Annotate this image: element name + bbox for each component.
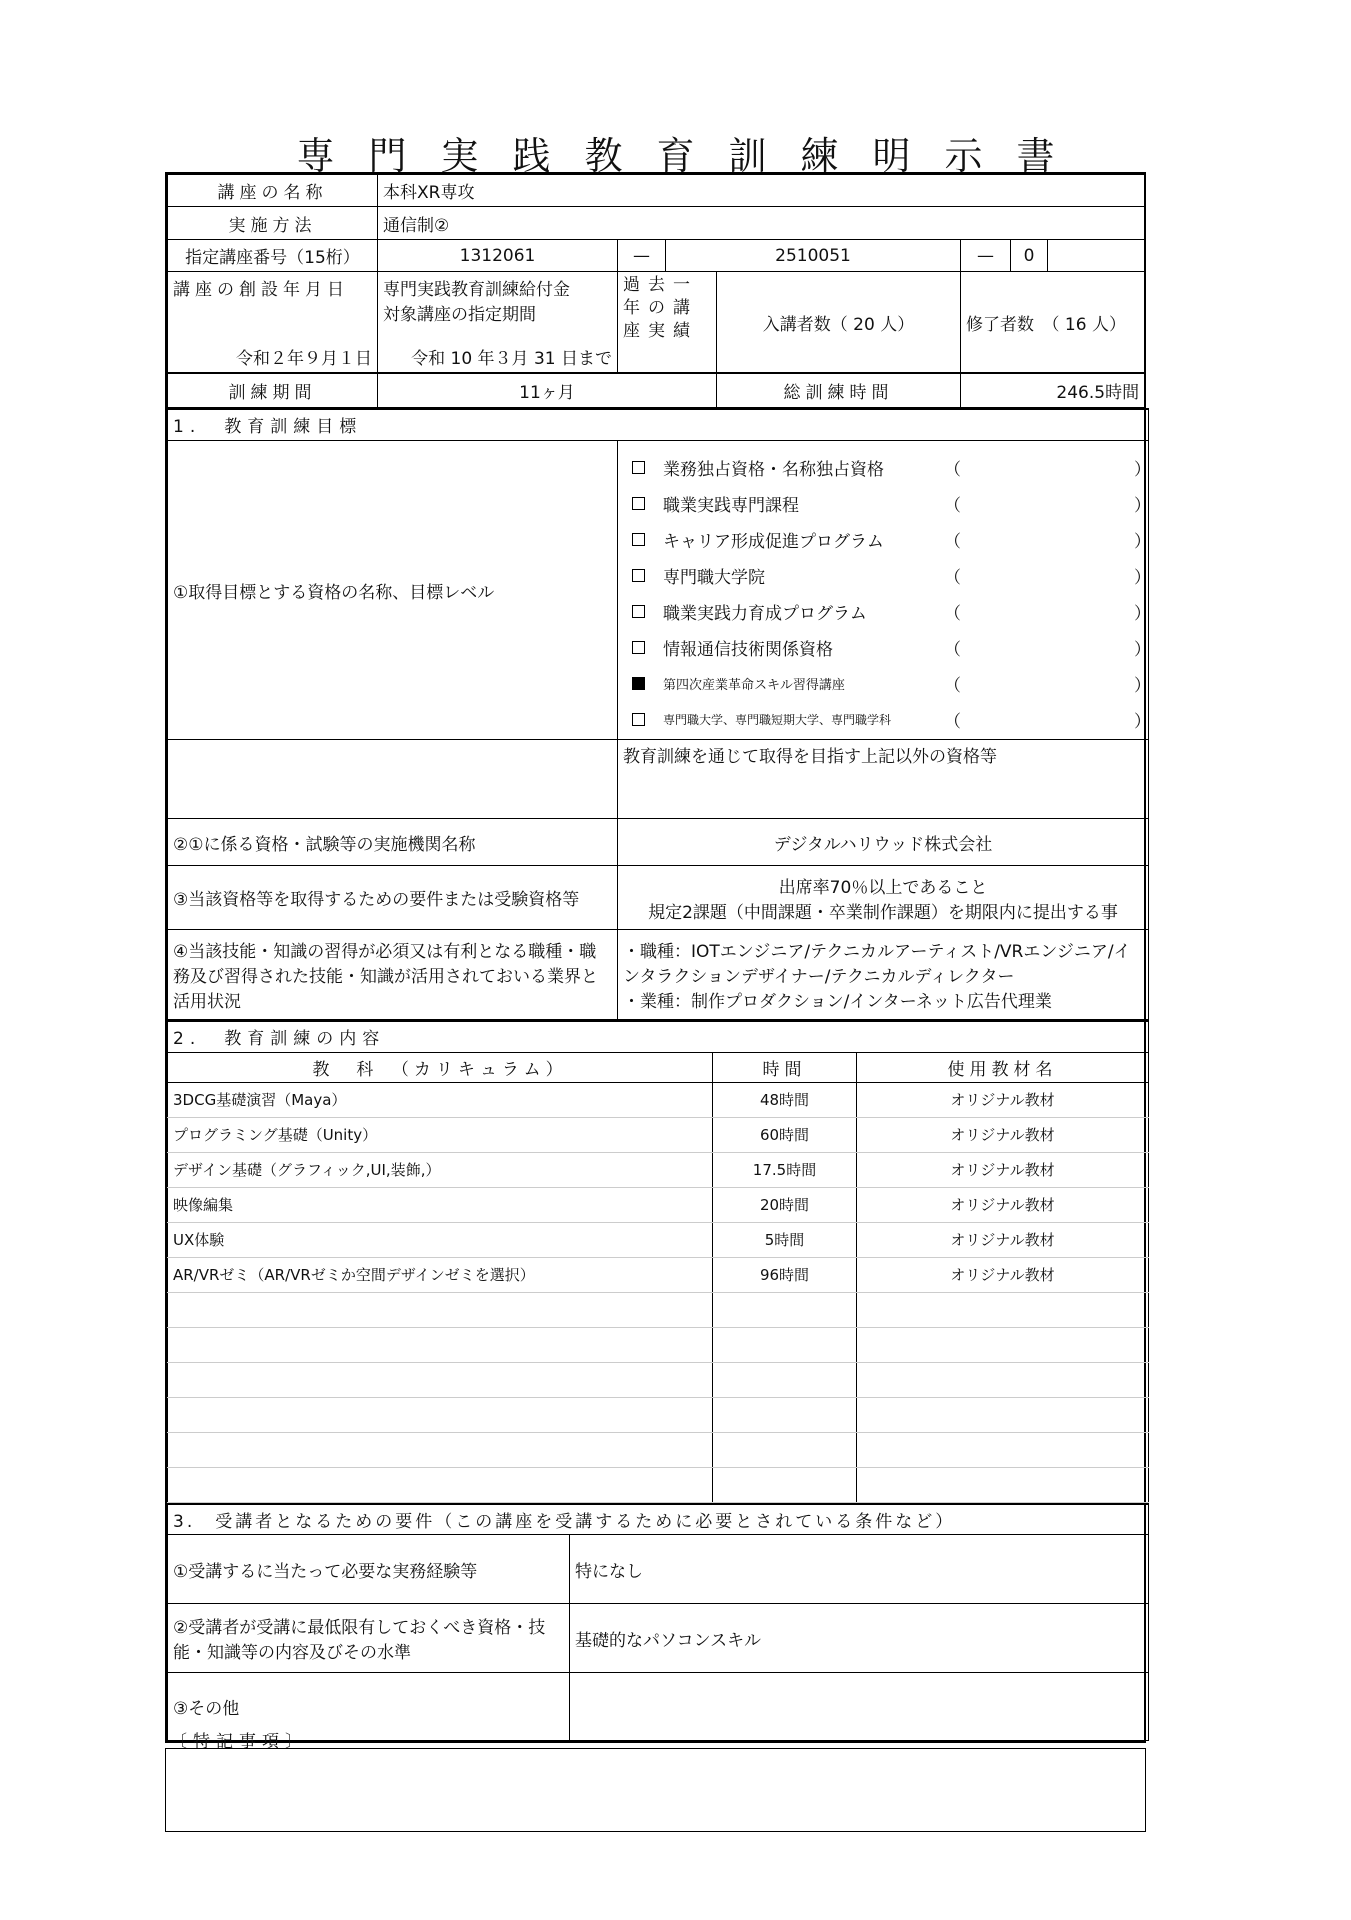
notes-box [165, 1748, 1146, 1832]
section1-q3: ③当該資格等を取得するための要件または受験資格等 [168, 866, 618, 930]
curriculum-subject [168, 1432, 713, 1467]
curriculum-subject: UX体験 [168, 1222, 713, 1257]
paren-close: ） [1134, 567, 1152, 588]
section1-q4: ④当該技能・知識の習得が必須又は有利となる職種・職務及び習得された技能・知識が活用されておいる業界と活用状況 [168, 930, 618, 1020]
section3-table [167, 1503, 1149, 1742]
course-number-blank [1048, 240, 1145, 272]
curriculum-material [857, 1327, 1149, 1362]
course-number-part3: 0 [1011, 240, 1048, 272]
period-value: 令和 10 年３月 31 日まで [411, 349, 612, 369]
curriculum-subject [168, 1362, 713, 1397]
course-number-label: 指定講座番号（15桁） [168, 240, 378, 272]
goal-label: 業務独占資格・名称独占資格 [663, 459, 884, 480]
curriculum-row [168, 1222, 1149, 1257]
curriculum-hours [713, 1397, 857, 1432]
curriculum-material [857, 1397, 1149, 1432]
goal-item [618, 521, 1152, 557]
section3-a3 [570, 1673, 1149, 1741]
curriculum-subject: デザイン基礎（グラフィック,UI,装飾,） [168, 1152, 713, 1187]
goal-item [618, 593, 1152, 629]
curriculum-subject: プログラミング基礎（Unity） [168, 1117, 713, 1152]
section3-q3: ③その他 [168, 1673, 570, 1741]
paren-open: （ [944, 495, 962, 516]
paren-close: ） [1134, 711, 1152, 732]
past-label: 過去一年の講座実績 [618, 272, 717, 374]
curriculum-material: オリジナル教材 [857, 1082, 1149, 1117]
section1-a4 [618, 930, 1149, 1020]
section1-a3 [618, 866, 1149, 930]
curriculum-material: オリジナル教材 [857, 1187, 1149, 1222]
curriculum-row [168, 1432, 1149, 1467]
training-period-value: 11ヶ月 [378, 373, 717, 407]
curriculum-subject [168, 1292, 713, 1327]
section3-q2: ②受講者が受講に最低限有しておくべき資格・技能・知識等の内容及びその水準 [168, 1604, 570, 1673]
completed-count: 修了者数 （ 16 人） [961, 272, 1145, 374]
curriculum-hours [713, 1467, 857, 1502]
period-label-line1: 専門実践教育訓練給付金 [383, 280, 570, 300]
curriculum-row [168, 1257, 1149, 1292]
course-number-part2: 2510051 [666, 240, 961, 272]
paren-close: ） [1134, 531, 1152, 552]
course-name-label: 講座の名称 [168, 175, 378, 207]
goal-label: キャリア形成促進プログラム [663, 531, 884, 552]
course-name-value: 本科XR専攻 [378, 175, 1145, 207]
checked-box-icon [632, 677, 645, 690]
checkbox-icon [632, 569, 645, 582]
curriculum-row [168, 1187, 1149, 1222]
curriculum-hours [713, 1432, 857, 1467]
curriculum-subject: AR/VRゼミ（AR/VRゼミか空間デザインゼミを選択） [168, 1257, 713, 1292]
section1-a3-line1: 出席率70％以上であること [778, 877, 988, 898]
curriculum-material: オリジナル教材 [857, 1257, 1149, 1292]
checkbox-icon [632, 713, 645, 726]
paren-open: （ [944, 603, 962, 624]
section1-q1: ①取得目標とする資格の名称、目標レベル [168, 441, 618, 740]
curriculum-subject [168, 1467, 713, 1502]
goal-checklist-cell [618, 441, 1152, 740]
curriculum-hours [713, 1327, 857, 1362]
period-cell [378, 272, 618, 374]
method-value: 通信制② [378, 207, 1145, 240]
paren-open: （ [944, 459, 962, 480]
curriculum-row [168, 1362, 1149, 1397]
section1-a4-line2: ・業種：制作プロダクション/インターネット広告代理業 [623, 992, 1052, 1012]
curriculum-row [168, 1082, 1149, 1117]
checkbox-icon [632, 533, 645, 546]
course-number-part1: 1312061 [378, 240, 618, 272]
section3-a1: 特になし [570, 1535, 1149, 1604]
curriculum-material: オリジナル教材 [857, 1152, 1149, 1187]
paren-close: ） [1134, 495, 1152, 516]
paren-open: （ [944, 639, 962, 660]
section1-a3-line2: 規定2課題（中間課題・卒業制作課題）を期限内に提出する事 [648, 902, 1118, 923]
course-number-dash1: — [618, 240, 666, 272]
total-hours-label: 総訓練時間 [717, 373, 961, 407]
training-period-label: 訓練期間 [168, 373, 378, 407]
paren-open: （ [944, 711, 962, 732]
section1-q2: ②①に係る資格・試験等の実施機関名称 [168, 819, 618, 866]
goal-item [618, 557, 1152, 593]
goal-item [618, 665, 1152, 701]
curriculum-hours: 5時間 [713, 1222, 857, 1257]
curriculum-hours: 17.5時間 [713, 1152, 857, 1187]
other-qualifications: 教育訓練を通じて取得を目指す上記以外の資格等 [618, 740, 1149, 819]
total-hours-value: 246.5時間 [961, 373, 1145, 407]
paren-open: （ [944, 675, 962, 696]
goal-label: 第四次産業革命スキル習得講座 [663, 677, 845, 693]
section1-q1-blank [168, 740, 618, 819]
curriculum-subject [168, 1397, 713, 1432]
course-number-dash2: — [961, 240, 1011, 272]
section3-heading: 3. 受講者となるための要件（この講座を受講するために必要とされている条件など） [168, 1504, 1149, 1535]
period-label-line2: 対象講座の指定期間 [383, 305, 536, 325]
paren-close: ） [1134, 639, 1152, 660]
goal-label: 情報通信技術関係資格 [663, 639, 833, 660]
goal-item [618, 629, 1152, 665]
curriculum-material [857, 1362, 1149, 1397]
curriculum-hours [713, 1292, 857, 1327]
goal-item [618, 485, 1152, 521]
curriculum-material [857, 1467, 1149, 1502]
curriculum-subject [168, 1327, 713, 1362]
course-info-table [167, 174, 1145, 408]
section3-a2: 基礎的なパソコンスキル [570, 1604, 1149, 1673]
section1-a2: デジタルハリウッド株式会社 [618, 819, 1149, 866]
curriculum-rows [168, 1082, 1149, 1502]
founded-label: 講座の創設年月日 [173, 280, 349, 300]
paren-close: ） [1134, 603, 1152, 624]
checkbox-icon [632, 497, 645, 510]
curriculum-hours: 60時間 [713, 1117, 857, 1152]
form-frame [165, 172, 1152, 1743]
document-title: 専門実践教育訓練明示書 [296, 134, 1089, 178]
curriculum-row [168, 1292, 1149, 1327]
checkbox-icon [632, 605, 645, 618]
goal-label: 専門職大学、専門職短期大学、専門職学科 [663, 712, 892, 727]
section1-heading: 1. 教育訓練目標 [168, 409, 1149, 441]
checkbox-icon [632, 641, 645, 654]
paren-close: ） [1134, 459, 1152, 480]
section1-a4-line1: ・職種：IOTエンジニア/テクニカルアーティスト/VRエンジニア/インタラクションデザイナー/テクニカルディレクター [623, 942, 1131, 987]
section1-table [167, 408, 1152, 1021]
paren-open: （ [944, 531, 962, 552]
method-label: 実施方法 [168, 207, 378, 240]
curriculum-hours: 48時間 [713, 1082, 857, 1117]
curriculum-hours [713, 1362, 857, 1397]
notes-label: 〔特記事項〕 [170, 1732, 308, 1752]
curriculum-material [857, 1432, 1149, 1467]
curriculum-row [168, 1467, 1149, 1502]
goal-checklist [618, 441, 1152, 737]
enrolled-count: 入講者数（ 20 人） [717, 272, 961, 374]
paren-open: （ [944, 567, 962, 588]
curriculum-hours: 20時間 [713, 1187, 857, 1222]
goal-label: 職業実践力育成プログラム [663, 603, 867, 624]
curriculum-material: オリジナル教材 [857, 1222, 1149, 1257]
goal-item [618, 701, 1152, 737]
curriculum-row [168, 1327, 1149, 1362]
curriculum-row [168, 1117, 1149, 1152]
section2-table [167, 1020, 1149, 1503]
curriculum-subject: 3DCG基礎演習（Maya） [168, 1082, 713, 1117]
curriculum-row [168, 1397, 1149, 1432]
paren-close: ） [1134, 675, 1152, 696]
goal-label: 職業実践専門課程 [663, 495, 799, 516]
col-subject-header: 教 科 （カリキュラム） [168, 1052, 713, 1082]
goal-item [618, 449, 1152, 485]
founded-value: 令和２年９月１日 [236, 349, 372, 369]
col-material-header: 使用教材名 [857, 1052, 1149, 1082]
founded-cell [168, 272, 378, 374]
curriculum-hours: 96時間 [713, 1257, 857, 1292]
section2-heading: 2. 教育訓練の内容 [168, 1021, 1149, 1052]
curriculum-material [857, 1292, 1149, 1327]
curriculum-subject: 映像編集 [168, 1187, 713, 1222]
col-hours-header: 時間 [713, 1052, 857, 1082]
curriculum-row [168, 1152, 1149, 1187]
section3-q1: ①受講するに当たって必要な実務経験等 [168, 1535, 570, 1604]
curriculum-material: オリジナル教材 [857, 1117, 1149, 1152]
checkbox-icon [632, 461, 645, 474]
goal-label: 専門職大学院 [663, 567, 765, 588]
